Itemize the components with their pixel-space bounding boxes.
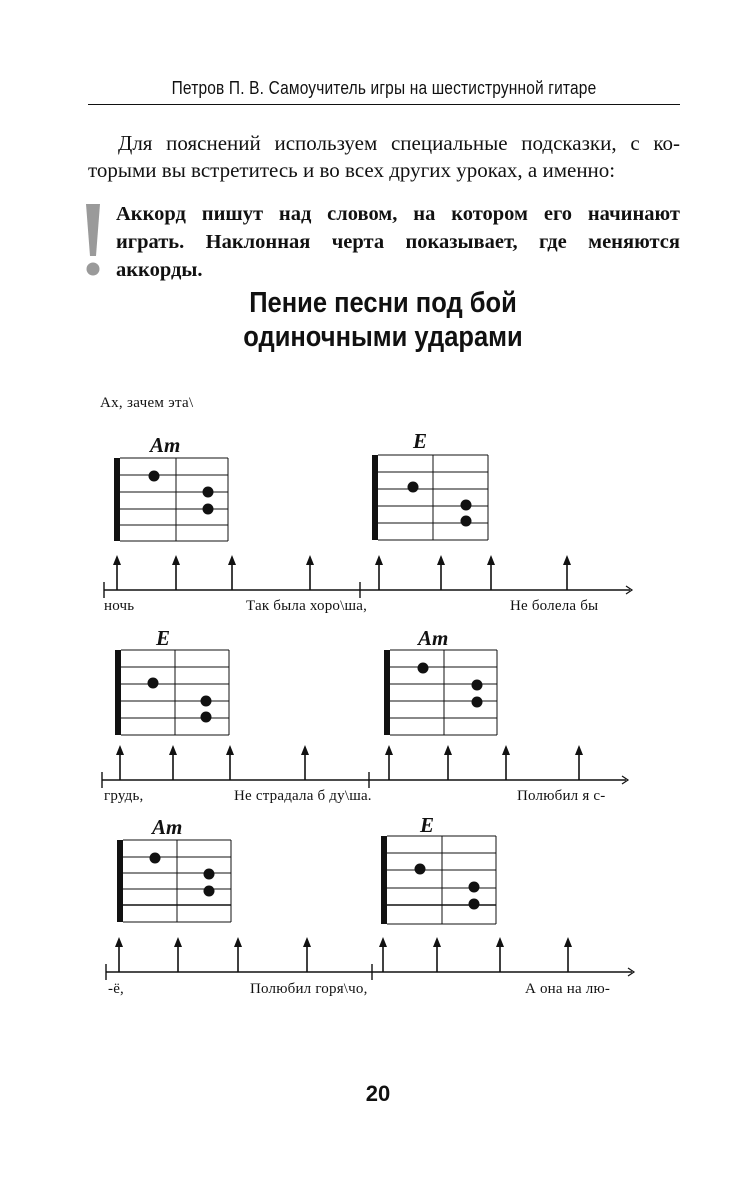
chord-box-am [384, 650, 497, 735]
finger-dot [418, 663, 429, 674]
finger-dot [472, 697, 483, 708]
finger-dot [472, 680, 483, 691]
strum-arrow [375, 555, 383, 590]
chord-box-am [117, 840, 231, 922]
lyric-text: А она на лю- [525, 981, 611, 997]
running-header: Петров П. В. Самоучитель игры на шестиструнной гитаре [171, 78, 597, 98]
strum-arrow [174, 937, 182, 972]
lyric-text: -ё, [108, 981, 125, 997]
finger-dot [469, 899, 480, 910]
lyric-text: Полюбил я с- [517, 788, 606, 804]
chord-box-am [114, 458, 228, 541]
finger-dot [461, 500, 472, 511]
strum-arrow [575, 745, 583, 780]
strum-arrow [172, 555, 180, 590]
finger-dot [408, 482, 419, 493]
intro-line-1: Для пояснений используем специальные подсказки, с ко- [118, 131, 680, 155]
song-intro-lyric: Ах, зачем эта\ [100, 395, 194, 411]
note-line-2: играть. Наклонная черта показывает, где меняются [116, 231, 680, 253]
strum-arrow [113, 555, 121, 590]
finger-dot [149, 471, 160, 482]
finger-dot [201, 712, 212, 723]
finger-dot [150, 853, 161, 864]
strum-arrow [306, 555, 314, 590]
strum-arrow [487, 555, 495, 590]
strum-arrow [385, 745, 393, 780]
strum-arrow [116, 745, 124, 780]
strum-arrow [444, 745, 452, 780]
strum-arrow [115, 937, 123, 972]
lyric-text: грудь, [104, 788, 144, 804]
strum-arrow [226, 745, 234, 780]
chord-label-e: E [420, 813, 435, 837]
chord-label-am: Am [150, 433, 181, 457]
strum-arrow [234, 937, 242, 972]
strum-arrow [564, 937, 572, 972]
lyric-text: ночь [104, 598, 135, 614]
strum-arrow [303, 937, 311, 972]
chord-box-e [381, 836, 496, 924]
chord-label-am: Am [152, 815, 183, 839]
lyric-text: Полюбил горя\чо, [250, 981, 368, 997]
chord-box-e [372, 455, 488, 540]
finger-dot [203, 487, 214, 498]
chord-label-am: Am [418, 626, 449, 650]
lyric-text: Не страдала б ду\ша. [234, 788, 372, 804]
page-number: 20 [365, 1081, 391, 1106]
strum-arrow [563, 555, 571, 590]
finger-dot [204, 886, 215, 897]
strum-arrow [301, 745, 309, 780]
section-title-line-2: одиночными ударами [243, 321, 523, 353]
strum-arrow [169, 745, 177, 780]
finger-dot [461, 516, 472, 527]
finger-dot [469, 882, 480, 893]
finger-dot [203, 504, 214, 515]
note-line-1: Аккорд пишут над словом, на котором его начинают [116, 203, 680, 225]
finger-dot [415, 864, 426, 875]
strum-arrow [437, 555, 445, 590]
strum-timeline [104, 555, 632, 598]
strum-arrow [496, 937, 504, 972]
chord-label-e: E [413, 429, 428, 453]
strum-arrow [379, 937, 387, 972]
strum-timeline [102, 745, 628, 788]
strum-arrow [502, 745, 510, 780]
chord-box-e [115, 650, 229, 735]
strum-timeline [106, 937, 634, 980]
finger-dot [201, 696, 212, 707]
chord-label-e: E [156, 626, 171, 650]
note-line-3: аккорды. [116, 259, 203, 281]
intro-line-2: торыми вы встретитесь и во всех других уроках, а именно: [88, 158, 616, 182]
lyric-text: Так была хоро\ша, [246, 598, 368, 614]
finger-dot [204, 869, 215, 880]
strum-arrow [433, 937, 441, 972]
finger-dot [148, 678, 159, 689]
strum-arrow [228, 555, 236, 590]
section-title-line-1: Пение песни под бой [249, 287, 517, 319]
lyric-text: Не болела бы [510, 598, 599, 614]
